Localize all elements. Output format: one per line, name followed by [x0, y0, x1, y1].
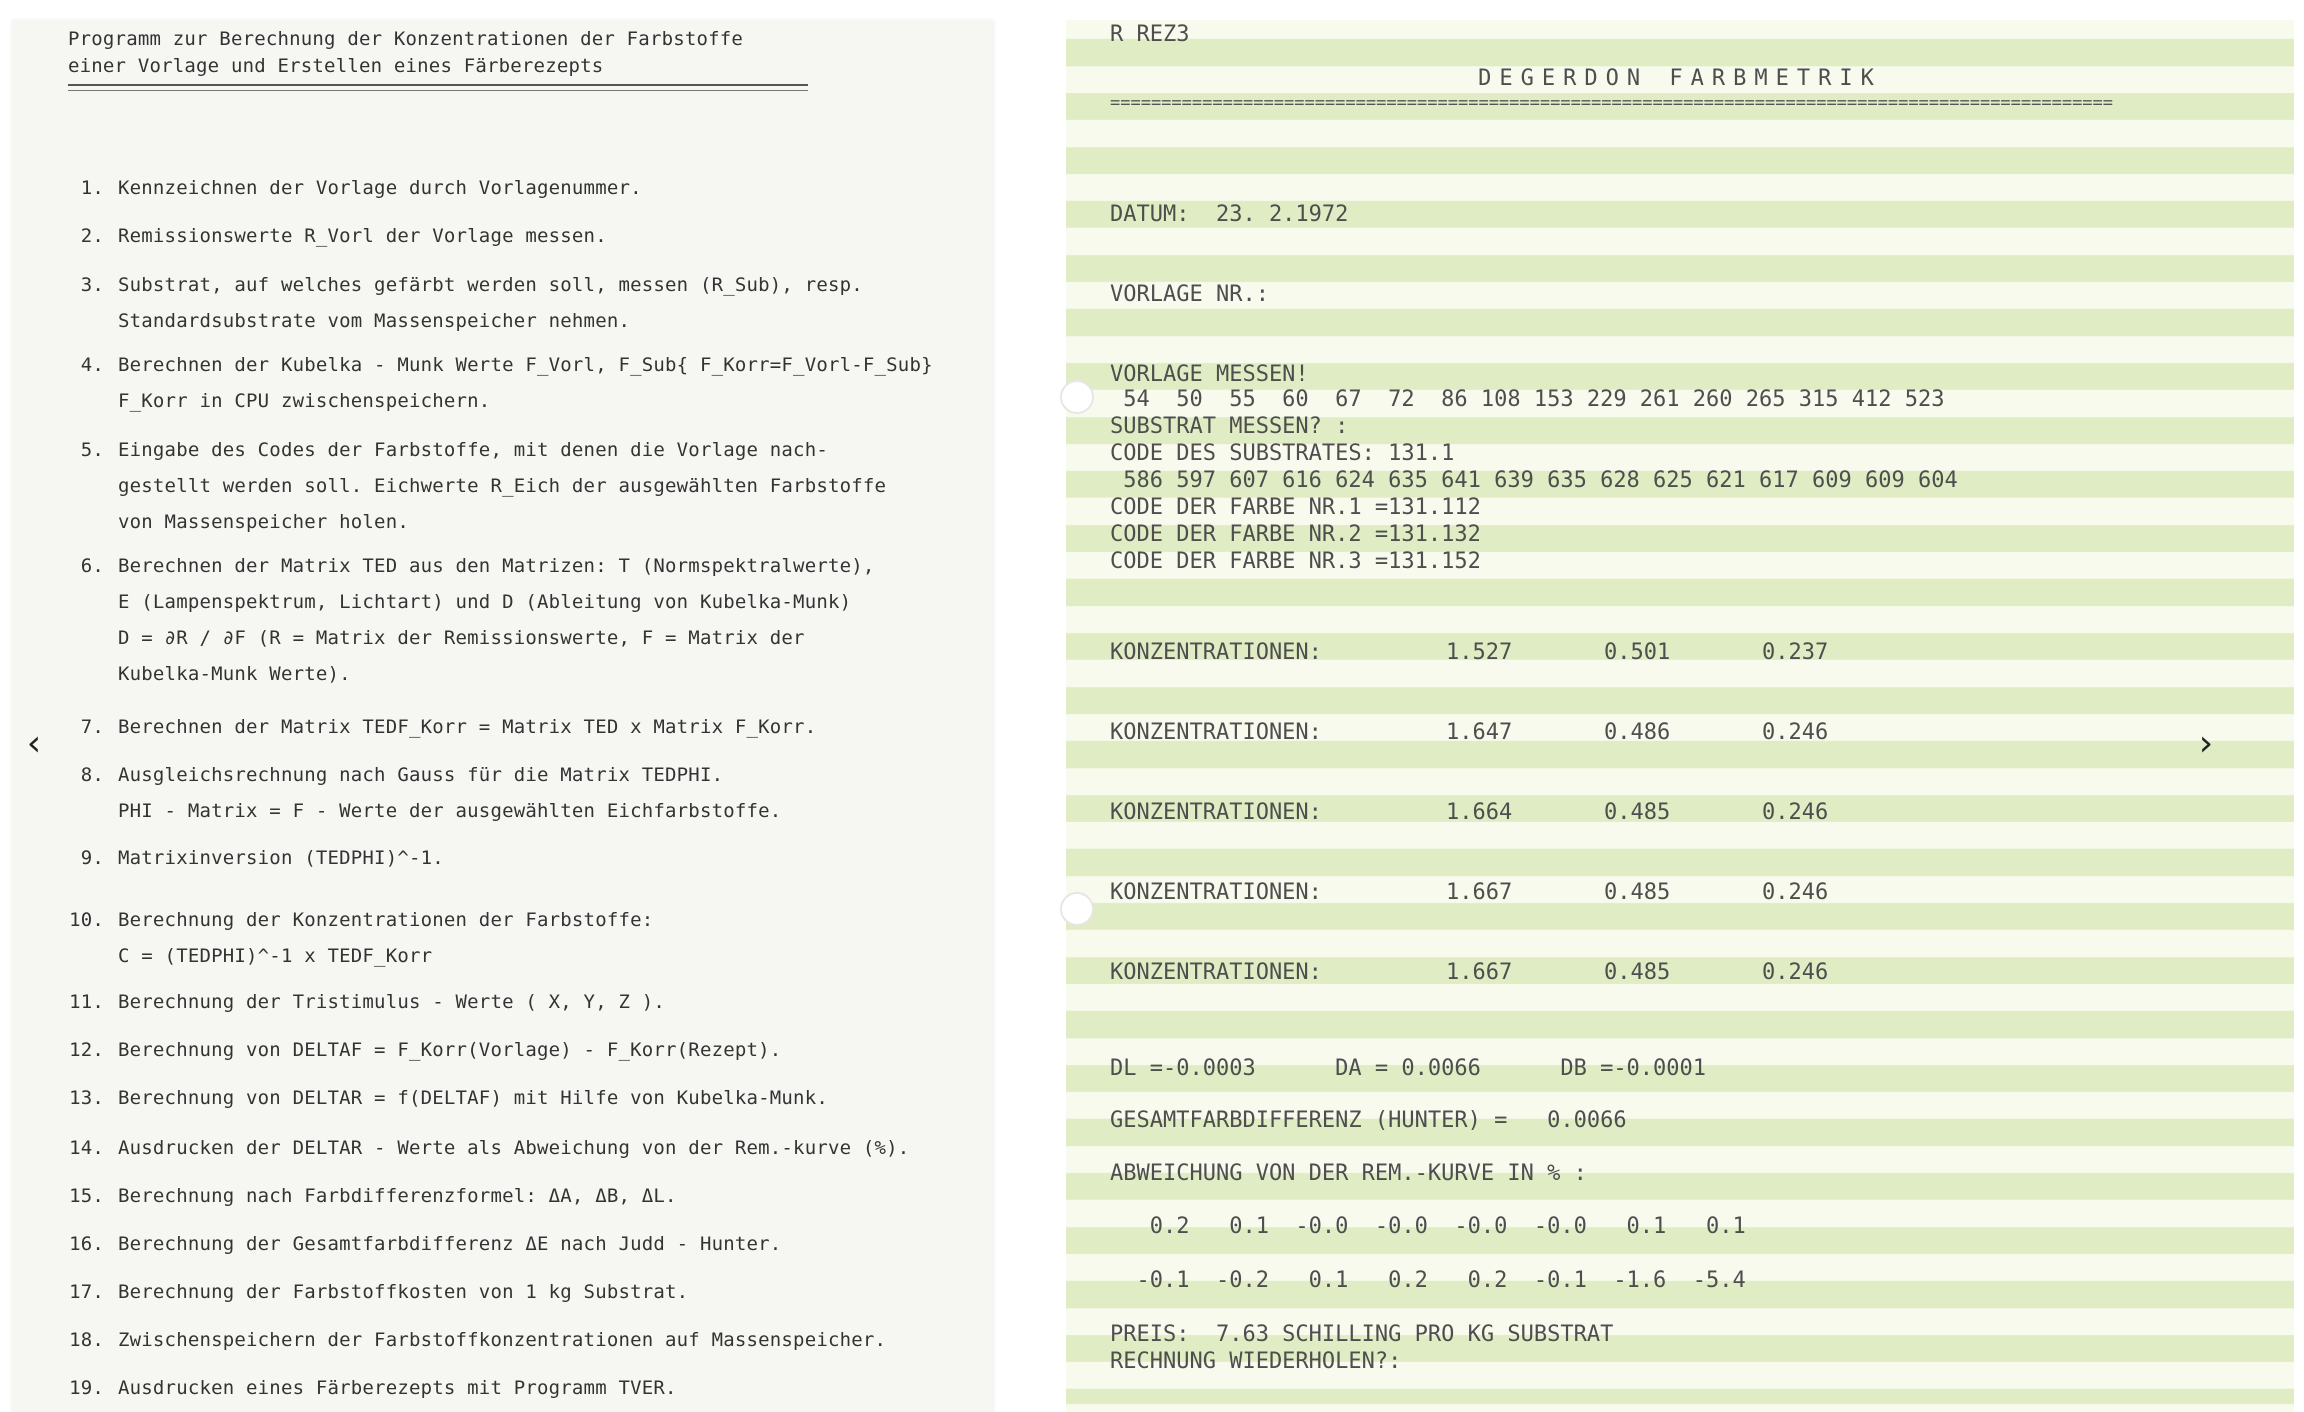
- step-number: 10.: [69, 909, 104, 931]
- konzentration-value: 0.501: [1604, 640, 1671, 665]
- konzentrationen-label: KONZENTRATIONEN:: [1110, 800, 1322, 825]
- konzentration-value: 1.667: [1446, 880, 1513, 905]
- step-number: 2.: [80, 225, 104, 247]
- step-line: gestellt werden soll. Eichwerte R_Eich der ausgewählten Farbstoffe: [118, 475, 887, 497]
- konzentration-value: 0.485: [1604, 800, 1671, 825]
- step-text: [118, 548, 986, 692]
- date-line: DATUM: 23. 2.1972: [1110, 202, 1349, 227]
- step-line: Kennzeichnen der Vorlage durch Vorlagenummer.: [118, 177, 642, 199]
- vorlage-messen-line: VORLAGE MESSEN!: [1110, 362, 1309, 387]
- step-line: Remissionswerte R_Vorl der Vorlage messen.: [118, 225, 607, 247]
- step-number: 11.: [69, 991, 104, 1013]
- step-text: [118, 840, 986, 876]
- gesamtfarbdifferenz-line: GESAMTFARBDIFFERENZ (HUNTER) = 0.0066: [1110, 1108, 1627, 1133]
- step-line: Berechnung von DELTAF = F_Korr(Vorlage) - F_Korr(Rezept).: [118, 1039, 782, 1061]
- step-line: C = (TEDPHI)^-1 x TEDF_Korr: [118, 945, 433, 967]
- step-number: 17.: [69, 1281, 104, 1303]
- step-line: Zwischenspeichern der Farbstoffkonzentrationen auf Massenspeicher.: [118, 1329, 887, 1351]
- step-line: Berechnung der Farbstoffkosten von 1 kg Substrat.: [118, 1281, 689, 1303]
- konzentrationen-label: KONZENTRATIONEN:: [1110, 960, 1322, 985]
- next-arrow-icon[interactable]: ›: [2198, 723, 2214, 764]
- step-number: 6.: [80, 555, 104, 577]
- title-line-2: einer Vorlage und Erstellen eines Färberezepts: [68, 55, 604, 77]
- konzentrationen-label: KONZENTRATIONEN:: [1110, 720, 1322, 745]
- step-number: 15.: [69, 1185, 104, 1207]
- step-number: 14.: [69, 1137, 104, 1159]
- konzentration-value: 0.246: [1762, 800, 1829, 825]
- step-line: Ausdrucken eines Färberezepts mit Programm TVER.: [118, 1377, 677, 1399]
- step-line: von Massenspeicher holen.: [118, 511, 409, 533]
- step-line: D = ∂R / ∂F (R = Matrix der Remissionswerte, F = Matrix der: [118, 627, 805, 649]
- title-line-1: Programm zur Berechnung der Konzentrationen der Farbstoffe: [68, 28, 744, 50]
- previous-arrow-icon[interactable]: ‹: [26, 723, 42, 764]
- abweichung-row-2: -0.1 -0.2 0.1 0.2 0.2 -0.1 -1.6 -5.4: [1110, 1268, 1746, 1293]
- step-line: Berechnen der Kubelka - Munk Werte F_Vorl, F_Sub{ F_Korr=F_Vorl-F_Sub}: [118, 354, 933, 376]
- step-number: 12.: [69, 1039, 104, 1061]
- konzentration-value: 0.246: [1762, 960, 1829, 985]
- konzentration-value: 1.647: [1446, 720, 1513, 745]
- konzentration-value: 0.246: [1762, 880, 1829, 905]
- step-text: [118, 347, 986, 419]
- step-line: F_Korr in CPU zwischenspeichern.: [118, 390, 491, 412]
- substrat-messen-line: SUBSTRAT MESSEN? :: [1110, 414, 1349, 439]
- step-number: 18.: [69, 1329, 104, 1351]
- punch-hole-icon: [1060, 892, 1094, 926]
- step-text: [118, 1226, 986, 1262]
- step-list: [12, 20, 994, 1412]
- farbe-2-line: CODE DER FARBE NR.2 =131.132: [1110, 522, 1481, 547]
- wiederholen-line: RECHNUNG WIEDERHOLEN?:: [1110, 1349, 1402, 1374]
- konzentrationen-label: KONZENTRATIONEN:: [1110, 640, 1322, 665]
- step-number: 13.: [69, 1087, 104, 1109]
- step-line: Berechnung nach Farbdifferenzformel: ΔA, ΔB, ΔL.: [118, 1185, 677, 1207]
- step-text: [118, 984, 986, 1020]
- step-number: 5.: [80, 439, 104, 461]
- abweichung-line: ABWEICHUNG VON DER REM.-KURVE IN % :: [1110, 1161, 1587, 1186]
- step-text: [118, 757, 986, 829]
- step-line: Berechnung der Gesamtfarbdifferenz ΔE nach Judd - Hunter.: [118, 1233, 782, 1255]
- step-text: [118, 1080, 986, 1116]
- printout-brand: DEGERDON FARBMETRIK: [1478, 66, 1882, 91]
- step-text: [118, 1274, 986, 1310]
- farbe-1-line: CODE DER FARBE NR.1 =131.112: [1110, 495, 1481, 520]
- step-line: Standardsubstrate vom Massenspeicher nehmen.: [118, 310, 631, 332]
- konzentration-value: 0.485: [1604, 960, 1671, 985]
- abweichung-row-1: 0.2 0.1 -0.0 -0.0 -0.0 -0.0 0.1 0.1: [1110, 1214, 1746, 1239]
- step-line: Berechnung von DELTAR = f(DELTAF) mit Hilfe von Kubelka-Munk.: [118, 1087, 828, 1109]
- step-line: E (Lampenspektrum, Lichtart) und D (Ableitung von Kubelka-Munk): [118, 591, 852, 613]
- punch-hole-icon: [1060, 380, 1094, 414]
- step-line: Berechnung der Tristimulus - Werte ( X, Y, Z ).: [118, 991, 666, 1013]
- step-line: PHI - Matrix = F - Werte der ausgewählten Eichfarbstoffe.: [118, 800, 782, 822]
- konzentrationen-label: KONZENTRATIONEN:: [1110, 880, 1322, 905]
- step-text: [118, 709, 986, 745]
- step-text: [118, 170, 986, 206]
- step-line: Substrat, auf welches gefärbt werden soll, messen (R_Sub), resp.: [118, 274, 863, 296]
- step-number: 16.: [69, 1233, 104, 1255]
- konzentration-value: 0.246: [1762, 720, 1829, 745]
- step-line: Eingabe des Codes der Farbstoffe, mit denen die Vorlage nach-: [118, 439, 828, 461]
- konzentration-value: 0.485: [1604, 880, 1671, 905]
- step-text: [118, 1130, 986, 1166]
- code-substrat-line: CODE DES SUBSTRATES: 131.1: [1110, 441, 1455, 466]
- step-text: [118, 432, 986, 540]
- konzentration-value: 1.527: [1446, 640, 1513, 665]
- step-line: Ausgleichsrechnung nach Gauss für die Matrix TEDPHI.: [118, 764, 724, 786]
- step-line: Berechnen der Matrix TEDF_Korr = Matrix TED x Matrix F_Korr.: [118, 716, 817, 738]
- delta-line: DL =-0.0003 DA = 0.0066 DB =-0.0001: [1110, 1056, 1707, 1081]
- program-description-page: [12, 20, 994, 1412]
- step-number: 19.: [69, 1377, 104, 1399]
- step-text: [118, 1370, 986, 1406]
- konzentration-value: 1.664: [1446, 800, 1513, 825]
- step-line: Matrixinversion (TEDPHI)^-1.: [118, 847, 444, 869]
- step-number: 3.: [80, 274, 104, 296]
- computer-printout-page: [1066, 20, 2294, 1412]
- step-line: Berechnung der Konzentrationen der Farbstoffe:: [118, 909, 654, 931]
- printout-header: R REZ3: [1110, 22, 1190, 47]
- step-text: [118, 1322, 986, 1358]
- step-text: [118, 1178, 986, 1214]
- step-number: 8.: [80, 764, 104, 786]
- step-text: [118, 902, 986, 974]
- preis-line: PREIS: 7.63 SCHILLING PRO KG SUBSTRAT: [1110, 1322, 1614, 1347]
- vorlage-nr-line: VORLAGE NR.:: [1110, 282, 1269, 307]
- konzentration-value: 1.667: [1446, 960, 1513, 985]
- step-text: [118, 218, 986, 254]
- step-number: 7.: [80, 716, 104, 738]
- step-number: 1.: [80, 177, 104, 199]
- farbe-3-line: CODE DER FARBE NR.3 =131.152: [1110, 549, 1481, 574]
- konzentration-value: 0.237: [1762, 640, 1829, 665]
- step-text: [118, 1032, 986, 1068]
- konzentration-value: 0.486: [1604, 720, 1671, 745]
- step-line: Berechnen der Matrix TED aus den Matrizen: T (Normspektralwerte),: [118, 555, 875, 577]
- step-text: [118, 267, 986, 339]
- step-number: 4.: [80, 354, 104, 376]
- step-line: Kubelka-Munk Werte).: [118, 663, 351, 685]
- substrat-values-line: 586 597 607 616 624 635 641 639 635 628 625 621 617 609 609 604: [1110, 468, 1958, 493]
- remission-values-line: 54 50 55 60 67 72 86 108 153 229 261 260 265 315 412 523: [1110, 387, 1945, 412]
- printout-rule: ==================================================================================================: [1110, 96, 2114, 110]
- step-number: 9.: [80, 847, 104, 869]
- step-line: Ausdrucken der DELTAR - Werte als Abweichung von der Rem.-kurve (%).: [118, 1137, 910, 1159]
